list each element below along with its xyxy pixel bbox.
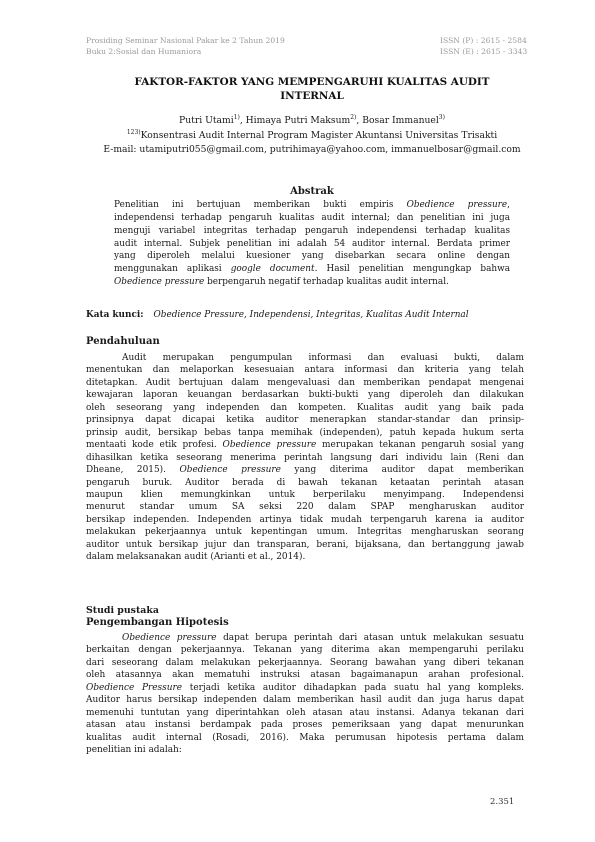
pendahuluan-text: Audit merupakan pengumpulan informasi dan evaluasi bukti, dalam menentukan dan melaporkan kesesuaian antara informasi dan kriteria yang telah ditetapkan. Audit bertujuan dalam mengevaluasi dan memberikan pendapat mengenai kewajaran laporan keuangan berdasarkan bukti-bukti yang diperoleh dan dilakukan oleh seseorang yang independen dan kompeten. Kualitas audit yang baik pada prinsipnya dapat dicapai ketika auditor menerapkan standar-standar dan prinsip- prinsip audit, bersikap bebas tanpa memihak (independen), patuh kepada hukum serta mentaati kode etik profesi. Obedience pressure merupakan tekanan pengaruh sosial yang dihasilkan ketika seseorang menerima perintah langsung dari individu lain (Reni dan Dheane, 2015). Obedience pressure yang diterima auditor dapat memberikan pengaruh buruk. Auditor berada di bawah tekanan ketaatan perintah atasan maupun klien memungkinkan untuk berperilaku menyimpang. Independensi menurut standar umum SA seksi 220 dalam SPAP mengharuskan auditor bersikap independen. Independen artinya tidak mudah terpengaruh karena ia auditor melakukan pekerjaannya untuk kepentingan umum. Integritas mengharuskan seorang auditor untuk bersikap jujur dan transparan, berani, bijaksana, dan bertanggung jawab dalam melaksanakan audit (Arianti et al., 2014). [86,353,524,563]
header-issn-electronic: ISSN (E) : 2615 - 3343 [440,46,528,56]
header-issn-print: ISSN (P) : 2615 - 2584 [440,36,527,45]
author-block [70,114,554,158]
section-heading-studi-pustaka: Studi pustaka [86,605,159,616]
abstract-heading: Abstrak [290,186,334,197]
keywords-value: Obedience Pressure, Independensi, Integritas, Kualitas Audit Internal [153,310,469,320]
author-affiliation: $^{123)}$Konsentrasi Audit Internal Program Magister Akuntansi Universitas Trisakti [126,128,498,141]
section-heading-pendahuluan: Pendahuluan [86,336,160,347]
running-header-left [86,36,285,57]
page-number: 2.351 [490,797,515,807]
studi-pustaka-text: Obedience pressure dapat berupa perintah dari atasan untuk melakukan sesuatu berkaitan dengan pekerjaannya. Tekanan yang diterima akan mempengaruhi perilaku dari seseorang dalam melakukan pekerjaannya. Seorang bawahan yang diberi tekanan oleh atasannya akan mematuhi instruksi atasan bagaimanapun arahan profesional. Obedience Pressure terjadi ketika auditor dihadapkan pada suatu hal yang kompleks. Auditor harus bersikap independen dalam memberikan hasil audit dan juga harus dapat memenuhi tuntutan yang diperintahkan oleh atasan atau instansi. Adanya tekanan dari atasan atau instansi berdampak pada proses pemeriksaan yang dapat menurunkan kualitas audit internal (Rosadi, 2016). Maka perumusan hipotesis pertama dalam penelitian ini adalah: [86,633,524,756]
subsection-heading-pengembangan-hipotesis: Pengembangan Hipotesis [86,617,229,628]
paper-title: FAKTOR-FAKTOR YANG MEMPENGARUHI KUALITAS AUDIT INTERNAL [134,76,490,102]
header-book: Buku 2:Sosial dan Humaniora [86,46,202,56]
running-header-right [440,36,527,57]
header-proceedings: Prosiding Seminar Nasional Pakar ke 2 Tahun 2019 [86,36,285,45]
author-names: Putri Utami$^{1)}$, Himaya Putri Maksum$^{2)}$, Bosar Immanuel$^{3)}$ [179,113,445,126]
abstract-text: Penelitian ini bertujuan memberikan bukti empiris Obedience pressure, independensi terhadap pengaruh kualitas audit internal; dan penelitian ini juga menguji variabel integritas terhadap pengaruh independensi terhadap kualitas audit internal. Subjek penelitian ini adalah 54 auditor internal. Berdata primer yang diperoleh melalui kuesioner yang disebarkan secara online dengan menggunakan aplikasi google document. Hasil penelitian mengungkap bahwa Obedience pressure berpengaruh negatif terhadap kualitas audit internal. [114,200,511,288]
keywords-label: Kata kunci: [86,310,144,320]
author-emails: E-mail: utamiputri055@gmail.com, putrihimaya@yahoo.com, immanuelbosar@gmail.com [103,144,521,155]
keywords [86,310,469,320]
